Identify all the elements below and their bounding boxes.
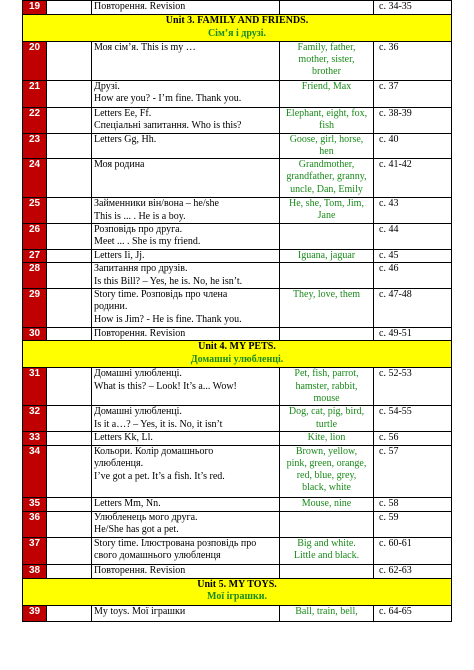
unit-subtitle: Домашні улюбленці. <box>190 354 284 366</box>
lesson-number: 28 <box>23 263 47 289</box>
vocabulary-line: black, white <box>302 482 351 494</box>
lesson-number: 36 <box>23 511 47 537</box>
vocabulary <box>280 224 374 250</box>
lesson-topic <box>92 406 280 432</box>
page-reference: с. 58 <box>374 497 452 511</box>
vocabulary <box>280 328 374 341</box>
lesson-number: 19 <box>23 1 47 15</box>
lesson-topic <box>92 249 280 262</box>
lesson-topic <box>92 224 280 250</box>
lesson-topic-line: How are you? - I’m fine. Thank you. <box>94 93 242 105</box>
lesson-topic <box>92 159 280 198</box>
lesson-topic-line: улюбленця. <box>94 458 144 470</box>
date-cell <box>47 368 92 406</box>
lesson-row <box>23 42 452 81</box>
vocabulary-line: pink, green, orange, <box>286 457 367 469</box>
vocabulary-line: turtle <box>315 418 338 430</box>
lesson-number: 35 <box>23 497 47 511</box>
lesson-row <box>23 81 452 108</box>
lesson-number: 27 <box>23 249 47 262</box>
lesson-topic <box>92 537 280 564</box>
lesson-number: 20 <box>23 42 47 81</box>
page-reference: с. 41-42 <box>374 159 452 198</box>
lesson-number: 23 <box>23 133 47 158</box>
lesson-row <box>23 263 452 289</box>
vocabulary-line: hen <box>319 146 334 158</box>
lesson-topic-line: Домашні улюбленці. <box>94 368 182 380</box>
lesson-row <box>23 564 452 578</box>
vocabulary-line: Goose, girl, horse, <box>289 133 364 145</box>
vocabulary-line: Grandmother, <box>298 159 355 171</box>
date-cell <box>47 108 92 134</box>
unit-header-row <box>23 578 452 605</box>
lesson-number: 25 <box>23 198 47 224</box>
date-cell <box>47 289 92 328</box>
lesson-topic <box>92 198 280 224</box>
date-cell <box>47 537 92 564</box>
lesson-row <box>23 368 452 406</box>
lesson-row <box>23 328 452 341</box>
page-reference: с. 54-55 <box>374 406 452 432</box>
lesson-row <box>23 406 452 432</box>
lesson-number: 21 <box>23 81 47 108</box>
vocabulary-line: Iguana, jaguar <box>297 249 356 261</box>
page-reference: с. 64-65 <box>374 605 452 621</box>
lesson-topic <box>92 263 280 289</box>
unit-subtitle: Мої іграшки. <box>207 591 267 603</box>
lesson-topic-line: Is this Bill? – Yes, he is. No, he isn’t. <box>94 275 243 287</box>
lesson-topic-line: Моя родина <box>94 159 145 171</box>
page-reference: с. 38-39 <box>374 108 452 134</box>
vocabulary <box>280 108 374 134</box>
lesson-row <box>23 249 452 262</box>
lesson-topic <box>92 605 280 621</box>
lesson-row <box>23 198 452 224</box>
vocabulary-line: Elephant, eight, fox, <box>285 108 368 119</box>
lesson-topic-line: Спеціальні запитання. Who is this? <box>94 120 242 132</box>
vocabulary-line: brother <box>312 66 341 78</box>
vocabulary-line: Dog, cat, pig, bird, <box>288 406 365 418</box>
lesson-topic-line: Друзі. <box>94 81 120 92</box>
page-reference: с. 37 <box>374 81 452 108</box>
date-cell <box>47 42 92 81</box>
lesson-topic-line: Letters Gg, Hh. <box>94 133 157 145</box>
lesson-topic-line: Letters Kk, Ll. <box>94 432 153 444</box>
date-cell <box>47 249 92 262</box>
page-reference: с. 47-48 <box>374 289 452 328</box>
page-reference: с. 52-53 <box>374 368 452 406</box>
lesson-topic-line: Повторення. Revision <box>94 564 186 576</box>
lesson-number: 26 <box>23 224 47 250</box>
page-reference: с. 59 <box>374 511 452 537</box>
vocabulary <box>280 42 374 81</box>
lesson-topic-line: He/She has got a pet. <box>94 524 179 536</box>
vocabulary <box>280 263 374 289</box>
lesson-number: 33 <box>23 432 47 445</box>
lesson-topic-line: I’ve got a pet. It’s a fish. It’s red. <box>94 470 225 482</box>
vocabulary <box>280 368 374 406</box>
vocabulary <box>280 1 374 15</box>
date-cell <box>47 328 92 341</box>
page-reference: с. 44 <box>374 224 452 250</box>
page-reference: с. 40 <box>374 133 452 158</box>
vocabulary-line: Little and black. <box>293 549 360 561</box>
lesson-number: 29 <box>23 289 47 328</box>
date-cell <box>47 511 92 537</box>
date-cell <box>47 1 92 15</box>
lesson-topic-line: Займенники він/вона – he/she <box>94 198 219 210</box>
vocabulary-line: Pet, fish, parrot, <box>294 368 359 380</box>
date-cell <box>47 497 92 511</box>
lesson-topic-line: свого домашнього улюбленця <box>94 549 221 561</box>
lesson-topic-line: Кольори. Колір домашнього <box>94 445 214 457</box>
lesson-row <box>23 108 452 134</box>
vocabulary <box>280 537 374 564</box>
lesson-number: 31 <box>23 368 47 406</box>
lesson-topic-line: Домашні улюбленці. <box>94 406 182 418</box>
unit-header-row <box>23 15 452 42</box>
date-cell <box>47 263 92 289</box>
date-cell <box>47 133 92 158</box>
vocabulary-line: grandfather, granny, <box>286 171 367 183</box>
lesson-number: 37 <box>23 537 47 564</box>
lesson-row <box>23 537 452 564</box>
vocabulary <box>280 159 374 198</box>
lesson-topic-line: Повторення. Revision <box>94 328 186 340</box>
lesson-topic <box>92 445 280 497</box>
page-reference: с. 36 <box>374 42 452 81</box>
lesson-number: 30 <box>23 328 47 341</box>
unit-header <box>23 578 452 605</box>
lesson-topic <box>92 564 280 578</box>
vocabulary <box>280 249 374 262</box>
vocabulary-line: They, love, them <box>292 289 361 301</box>
date-cell <box>47 605 92 621</box>
vocabulary <box>280 432 374 445</box>
vocabulary <box>280 289 374 328</box>
lesson-plan-table <box>22 0 452 622</box>
unit-title: Unit 3. FAMILY AND FRIENDS. <box>165 15 309 26</box>
vocabulary-line: Friend, Max <box>301 81 352 92</box>
unit-header <box>23 15 452 42</box>
lesson-row <box>23 511 452 537</box>
vocabulary-line: hamster, rabbit, <box>295 380 358 392</box>
date-cell <box>47 224 92 250</box>
lesson-topic <box>92 497 280 511</box>
lesson-number: 22 <box>23 108 47 134</box>
vocabulary-line: Family, father, <box>297 42 356 53</box>
lesson-topic-line: Meet ... . She is my friend. <box>94 236 201 248</box>
page-reference: с. 43 <box>374 198 452 224</box>
lesson-topic <box>92 1 280 15</box>
vocabulary-line: Brown, yellow, <box>295 445 358 457</box>
lesson-row <box>23 497 452 511</box>
lesson-plan-body <box>23 1 452 622</box>
lesson-topic <box>92 511 280 537</box>
lesson-row <box>23 133 452 158</box>
vocabulary-line: Mouse, nine <box>301 497 352 509</box>
page-reference: с. 45 <box>374 249 452 262</box>
lesson-topic-line: This is ... . He is a boy. <box>94 210 186 222</box>
lesson-row <box>23 605 452 621</box>
lesson-topic-line: Letters Mm, Nn. <box>94 497 161 509</box>
lesson-topic-line: What is this? – Look! It’s a... Wow! <box>94 380 237 392</box>
lesson-topic <box>92 432 280 445</box>
vocabulary-line: mouse <box>313 392 340 404</box>
lesson-number: 38 <box>23 564 47 578</box>
lesson-topic <box>92 42 280 81</box>
unit-header <box>23 341 452 368</box>
unit-subtitle: Сім’я і друзі. <box>207 27 267 39</box>
lesson-number: 34 <box>23 445 47 497</box>
page-reference: с. 57 <box>374 445 452 497</box>
date-cell <box>47 81 92 108</box>
lesson-topic <box>92 368 280 406</box>
lesson-topic-line: Моя сім’я. This is my … <box>94 42 196 53</box>
lesson-topic-line: Улюбленець мого друга. <box>94 511 198 523</box>
lesson-topic <box>92 133 280 158</box>
lesson-row <box>23 445 452 497</box>
lesson-topic-line: My toys. Мої іграшки <box>94 605 186 617</box>
unit-title: Unit 5. MY TOYS. <box>197 578 277 590</box>
lesson-topic <box>92 328 280 341</box>
date-cell <box>47 445 92 497</box>
date-cell <box>47 432 92 445</box>
vocabulary <box>280 497 374 511</box>
vocabulary <box>280 133 374 158</box>
lesson-topic-line: How is Jim? - He is fine. Thank you. <box>94 313 242 325</box>
vocabulary <box>280 81 374 108</box>
vocabulary <box>280 406 374 432</box>
lesson-topic-line: Is it a…? – Yes, it is. No, it isn’t <box>94 418 223 430</box>
vocabulary-line: mother, sister, <box>298 54 355 66</box>
unit-title: Unit 4. MY PETS. <box>198 341 276 353</box>
lesson-topic-line: Повторення. Revision <box>94 1 186 12</box>
vocabulary-line: fish <box>319 120 334 132</box>
vocabulary <box>280 511 374 537</box>
lesson-topic-line: Story time. Ілюстрована розповідь про <box>94 537 257 549</box>
lesson-topic-line: Запитання про друзів. <box>94 263 188 275</box>
lesson-topic-line: Letters Ii, Jj. <box>94 249 145 261</box>
vocabulary-line: uncle, Dan, Emily <box>290 183 363 195</box>
page-reference: с. 62-63 <box>374 564 452 578</box>
vocabulary-line: Ball, train, bell, <box>295 605 358 617</box>
page-reference: с. 60-61 <box>374 537 452 564</box>
date-cell <box>47 564 92 578</box>
lesson-topic <box>92 289 280 328</box>
lesson-topic-line: Story time. Розповідь про члена <box>94 289 228 301</box>
vocabulary <box>280 605 374 621</box>
date-cell <box>47 198 92 224</box>
lesson-row <box>23 224 452 250</box>
page-reference: с. 56 <box>374 432 452 445</box>
lesson-number: 32 <box>23 406 47 432</box>
vocabulary-line: He, she, Tom, Jim, <box>289 198 364 210</box>
vocabulary-line: Jane <box>317 210 336 222</box>
lesson-row <box>23 432 452 445</box>
unit-header-row <box>23 341 452 368</box>
vocabulary-line: Kite, lion <box>307 432 346 444</box>
lesson-row <box>23 1 452 15</box>
vocabulary-line: red, blue, grey, <box>296 470 357 482</box>
lesson-topic-line: родини. <box>94 301 128 313</box>
lesson-topic <box>92 108 280 134</box>
lesson-topic <box>92 81 280 108</box>
lesson-topic-line: Letters Ee, Ff. <box>94 108 152 119</box>
lesson-row <box>23 159 452 198</box>
date-cell <box>47 159 92 198</box>
vocabulary <box>280 445 374 497</box>
vocabulary <box>280 198 374 224</box>
lesson-number: 39 <box>23 605 47 621</box>
vocabulary <box>280 564 374 578</box>
lesson-row <box>23 289 452 328</box>
lesson-topic-line: Розповідь про друга. <box>94 224 183 236</box>
lesson-number: 24 <box>23 159 47 198</box>
page-reference: с. 46 <box>374 263 452 289</box>
page-reference: с. 34-35 <box>374 1 452 15</box>
vocabulary-line: Big and white. <box>297 537 356 549</box>
date-cell <box>47 406 92 432</box>
page-reference: с. 49-51 <box>374 328 452 341</box>
